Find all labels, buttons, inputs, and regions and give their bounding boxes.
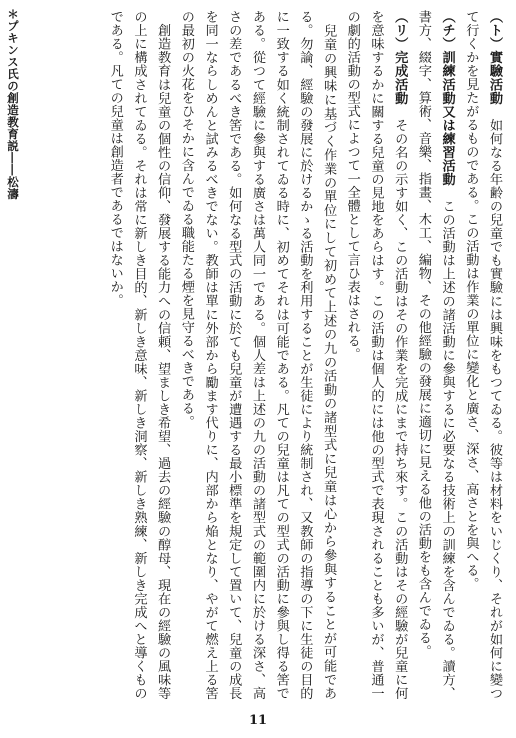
paragraph-label: （リ）	[392, 10, 408, 51]
paragraph-interest	[174, 10, 340, 700]
running-header: ＊プキンス氏の創造教育説――松濤	[6, 8, 20, 200]
page-number: 11	[248, 713, 268, 728]
paragraph-text: その名の示す如く、この活動はその作業を完成にまで持ち來す。この活動はその經驗が兒童に何を意味するかに關する兒童の見地をあらはす。この活動は個人的には他の型式で表現されることも多いが、普通一の劇的活動の型式によつて一全體として言ひ表はされる。	[344, 10, 408, 700]
paragraph-text: 創造教育は兒童の個性の信仰、發展する能力への信頼、望ましき希望、過去の經驗の醇母、現在の經驗の風味等の上に構成されてゐる。それは常に新しき目的、新しき意味、新しき洞察、新しき熟練、新しき完成へと導くものである。凡ての兒童は創造者であるではないか。	[107, 10, 171, 700]
paragraph-label: （ト）	[487, 10, 502, 51]
paragraph-label: （チ）	[439, 10, 455, 51]
paragraph-text: この活動は上述の諸活動に參與するに必要なる技術上の訓練を含んでゐる。讀方、書方、綴字、算術、音樂、指畫、木工、編物、その他經驗の發展に適切に見える他の活動をも含んでゐる。	[415, 10, 455, 700]
paragraph-training	[411, 10, 458, 700]
paragraph-experiment	[459, 10, 506, 700]
paragraph-lead: 完成活動	[392, 50, 408, 105]
paragraph-text: 如何なる年齢の兒童でも實驗には興味をもつてゐる。彼等は材料をいじくり、それが如何に變つて行くかを見たがるものである。この活動は作業の單位に變化と廣さ、深さ、高さとを與へる。	[463, 10, 502, 700]
paragraph-text: 兒童の興味に基づく作業の單位にして初めて上述の九の活動の諸型式に兒童は心から參與することが可能である。勿論、經驗の發展に於けるかゝる活動を利用することが生徒により統制され、又教師の指導の下に生徒の目的に一致する如く統制されてゐる時に、初めてそれは可能である。凡ての兒童は凡ての型式の活動に參與し得る筈である。從つて經驗に參與する廣さは萬人同一である。個人差は上述の九の活動の諸型式の範圍内に於ける深さ、高さの差であるべき筈である。如何なる型式の活動に於ても兒童が遭遇する最小標準を規定して置いて、兒童の成長を同一ならしめんと試みるべきでない。教師は單に外部から勵ます代りに、内部から焔となり、やがて燃え上る筈の最初の火花をひそかに含んでゐる職能たる煙を見守るべきである。	[178, 10, 337, 700]
paragraph-lead: 訓練活動又は練習活動	[439, 50, 455, 186]
paragraph-lead: 實驗活動	[487, 50, 502, 105]
paragraph-creative-education	[103, 10, 174, 700]
paragraph-completion	[340, 10, 411, 700]
body-text	[22, 10, 506, 700]
